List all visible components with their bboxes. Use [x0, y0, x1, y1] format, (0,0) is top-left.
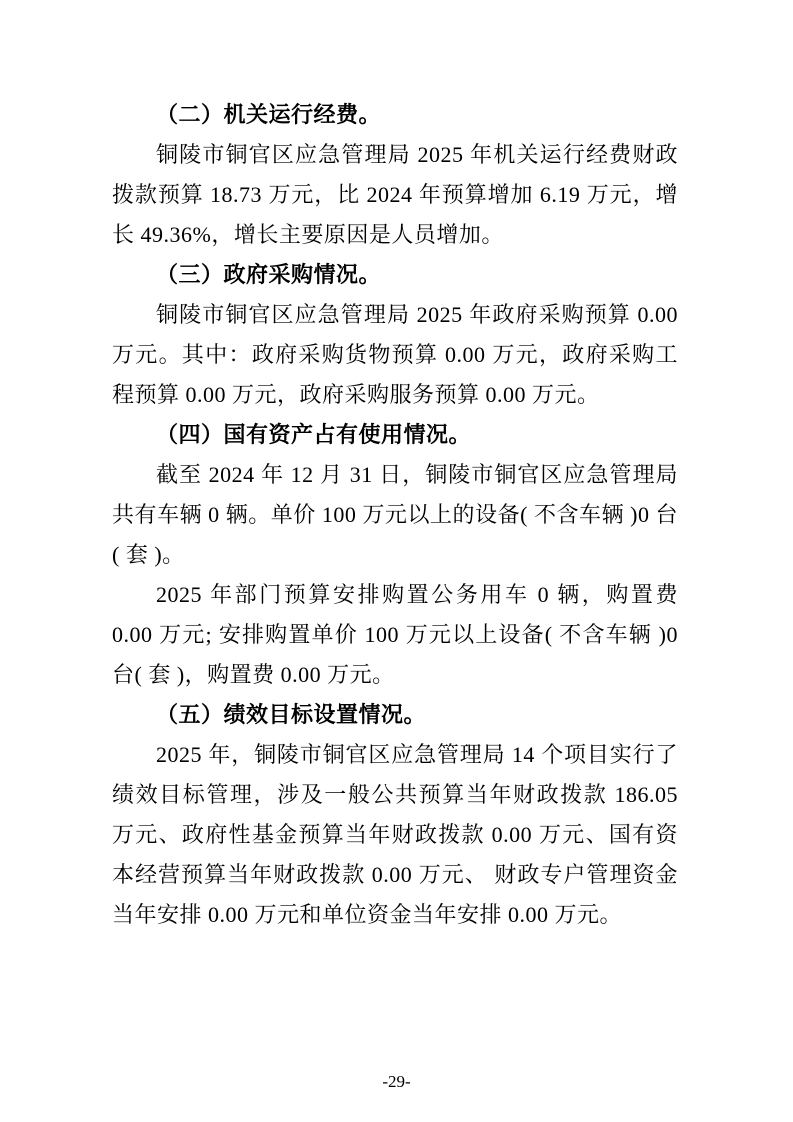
- paragraph: 铜陵市铜官区应急管理局 2025 年机关运行经费财政拨款预算 18.73 万元，比 2024 年预算增加 6.19 万元，增长 49.36%，增长主要原因是人员增加。: [112, 142, 678, 247]
- paragraph: 铜陵市铜官区应急管理局 2025 年政府采购预算 0.00 万元。其中：政府采购货物预算 0.00 万元，政府采购工程预算 0.00 万元，政府采购服务预算 0.00 万元。: [112, 302, 678, 407]
- section-heading-4: （四）国有资产占有使用情况。: [156, 422, 472, 447]
- section-heading-5: （五）绩效目标设置情况。: [156, 702, 427, 727]
- section-heading-3: （三）政府采购情况。: [156, 262, 382, 287]
- document-content: [112, 95, 678, 935]
- paragraph: 截至 2024 年 12 月 31 日，铜陵市铜官区应急管理局共有车辆 0 辆。单价 100 万元以上的设备( 不含车辆 )0 台( 套 )。: [112, 462, 678, 567]
- section-heading-2: （二）机关运行经费。: [156, 102, 382, 127]
- paragraph: 2025 年部门预算安排购置公务用车 0 辆，购置费 0.00 万元; 安排购置单价 100 万元以上设备( 不含车辆 )0 台( 套 )，购置费 0.00 万元。: [112, 582, 678, 687]
- page-number: -29-: [382, 1072, 411, 1091]
- paragraph: 2025 年，铜陵市铜官区应急管理局 14 个项目实行了绩效目标管理，涉及一般公共预算当年财政拨款 186.05 万元、政府性基金预算当年财政拨款 0.00 万元、国有资本经营预算当年财政拨款 0.00 万元、 财政专户管理资金当年安排 0.00 万元和单位资金当年安排 0.00 万元。: [112, 742, 678, 927]
